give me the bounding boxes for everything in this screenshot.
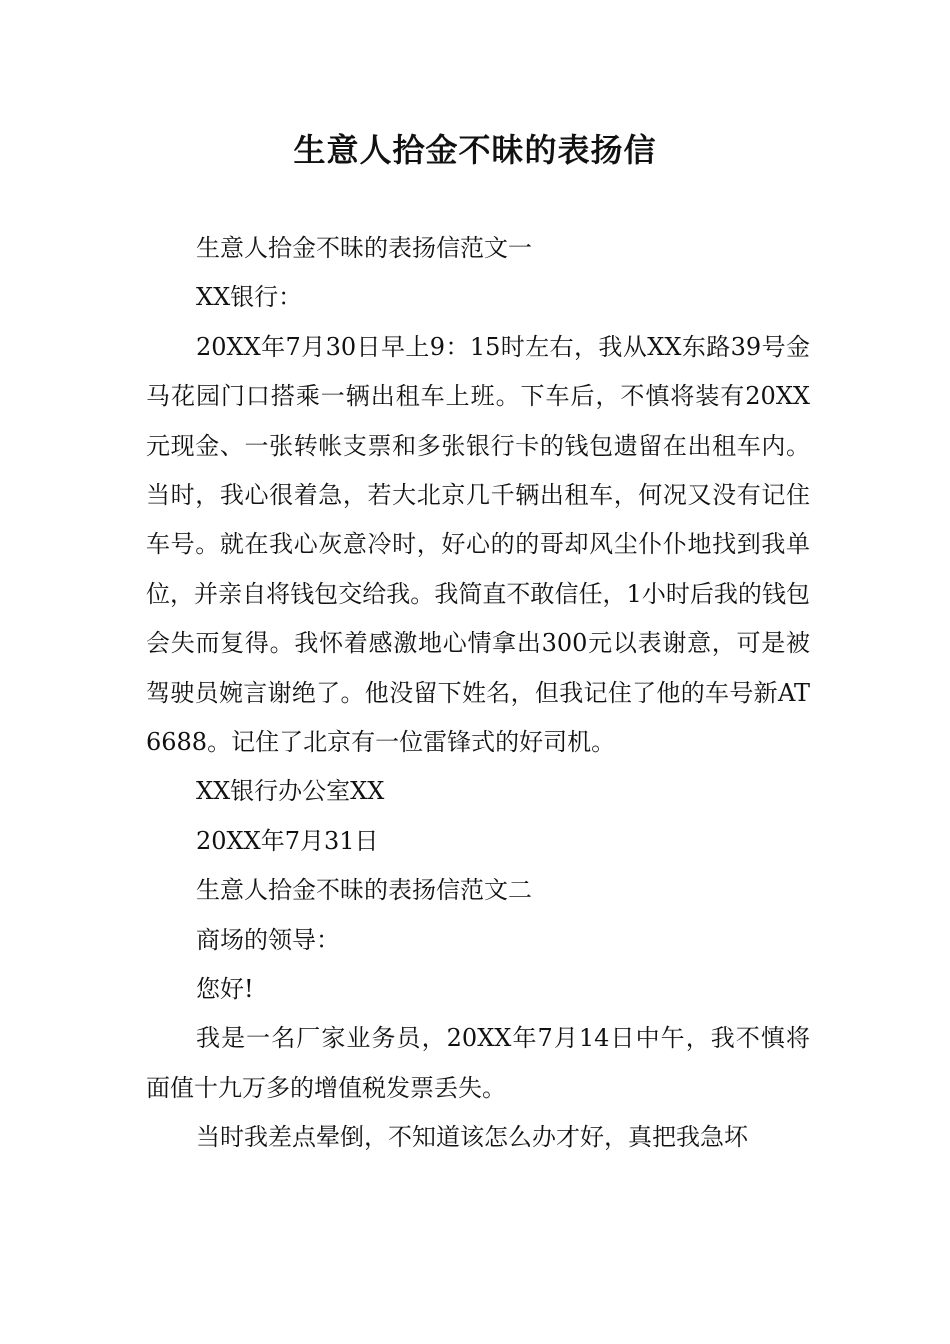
letter2-heading: 生意人拾金不昧的表扬信范文二 [196,876,532,905]
letter2-salutation: 商场的领导： [196,925,340,954]
letter2-paragraph: 当时我差点晕倒，不知道该怎么办才好，真把我急坏 [196,1123,748,1152]
document-body [146,224,810,1163]
letter1-salutation: XX银行： [196,283,303,312]
document-title: 生意人拾金不昧的表扬信 [293,131,657,169]
letter1-heading: 生意人拾金不昧的表扬信范文一 [196,234,532,262]
letter2-greeting: 您好! [196,975,254,1003]
letter2-paragraph: 我是一名厂家业务员，20XX年7月14日中午，我不慎将面值十九万多的增值税发票丢失。 [146,1024,810,1102]
letter1-date: 20XX年7月31日 [196,826,379,855]
letter1-body: 20XX年7月30日早上9：15时左右，我从XX东路39号金马花园门口搭乘一辆出租车上班。下车后，不慎将装有20XX元现金、一张转帐支票和多张银行卡的钱包遗留在出租车内。当时，我心很着急，若大北京几千辆出租车，何况又没有记住车号。就在我心灰意冷时，好心的的哥却风尘仆仆地找到我单位，并亲自将钱包交给我。我简直不敢信任，1小时后我的钱包会失而复得。我怀着感激地心情拿出300元以表谢意，可是被驾驶员婉言谢绝了。他没留下姓名，但我记住了他的车号新AT6688。记住了北京有一位雷锋式的好司机。 [146,332,810,757]
letter1-signature: XX银行办公室XX [196,777,385,806]
